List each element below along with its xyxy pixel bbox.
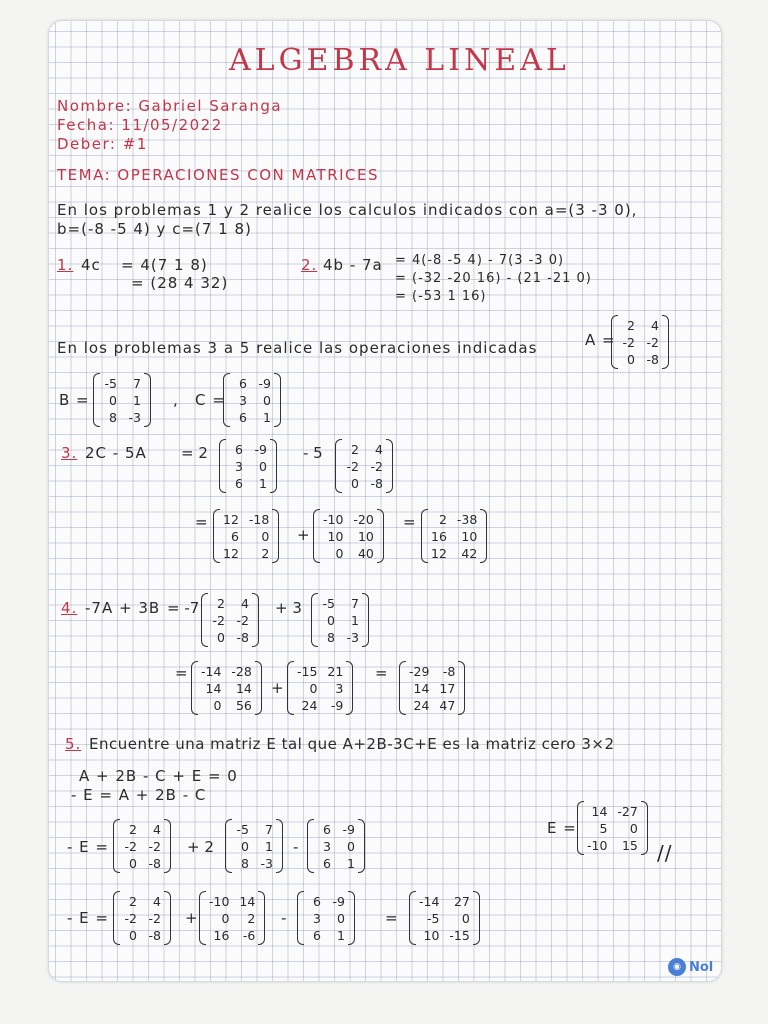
bracket-left	[399, 661, 406, 715]
homework-line: Deber: #1	[57, 135, 148, 153]
matrix-cell: 1	[265, 838, 273, 854]
matrix-cell: -6	[242, 927, 256, 943]
matrix-cell: -9	[332, 893, 345, 909]
problem-1-step-1: = 4(7 1 8)	[121, 256, 208, 274]
problem-5-matrix-c	[307, 819, 365, 873]
matrix-cell: 0	[129, 855, 137, 871]
problem-2-expr: 4b - 7a	[323, 256, 383, 274]
matrix-cell: -5	[322, 595, 335, 611]
problem-4-expr: -7A + 3B	[85, 599, 161, 617]
bracket-right	[458, 661, 465, 715]
problem-5-number: 5.	[65, 735, 82, 753]
matrix-cell: -2	[124, 910, 137, 926]
brand-logo	[668, 958, 713, 976]
problem-4-plus3: + 3	[275, 599, 302, 617]
problem-4-matrix-a	[201, 593, 259, 647]
matrix-cell: 0	[129, 927, 137, 943]
matrix-cell: -5	[426, 910, 440, 926]
notebook-page	[48, 20, 722, 982]
matrix-cell: 0	[335, 545, 344, 561]
matrix-cell: 16	[431, 528, 447, 544]
matrix-cell: 7	[133, 375, 141, 391]
bracket-left	[113, 891, 120, 945]
problem-4-result-2	[287, 661, 353, 715]
matrix-cell: -14	[419, 893, 440, 909]
matrix-cell: 6	[313, 893, 321, 909]
matrix-cell: 24	[413, 697, 430, 713]
matrix-cell: 2	[129, 821, 137, 837]
problem-5-eq-1: A + 2B - C + E = 0	[79, 767, 238, 785]
matrix-cell: 4	[241, 595, 249, 611]
problem-5-eq-2: - E = A + 2B - C	[71, 786, 207, 804]
matrix-cell: 0	[261, 528, 270, 544]
matrix-cell: 5	[599, 820, 608, 836]
logo-icon: ◉	[668, 958, 686, 976]
matrix-cell: 12	[431, 545, 447, 561]
matrix-cell: -2	[236, 612, 249, 628]
bracket-left	[611, 315, 618, 369]
matrix-cell: 10	[461, 528, 478, 544]
date-line: Fecha: 11/05/2022	[57, 116, 223, 134]
matrix-cell: 4	[153, 821, 161, 837]
matrix-a-label: A =	[585, 331, 616, 349]
matrix-cell: -9	[258, 375, 271, 391]
matrix-cell: 2	[129, 893, 137, 909]
matrix-cell: 0	[461, 910, 470, 926]
bracket-left	[191, 661, 198, 715]
bracket-right	[348, 891, 355, 945]
intro2-line: En los problemas 3 a 5 realice las operaciones indicadas	[57, 339, 538, 357]
matrix-cell: 3	[323, 838, 331, 854]
matrix-cell: 10	[357, 528, 374, 544]
matrix-cell: -3	[128, 409, 141, 425]
problem-5-minus: -	[293, 838, 299, 856]
bracket-left	[313, 509, 320, 563]
bracket-right	[480, 509, 487, 563]
problem-4-final	[399, 661, 465, 715]
bracket-right	[255, 661, 262, 715]
matrix-cell: 27	[453, 893, 470, 909]
matrix-cell: 40	[357, 545, 374, 561]
bracket-left	[219, 439, 226, 493]
matrix-b-label: B =	[59, 391, 90, 409]
matrix-cell: -9	[330, 697, 344, 713]
matrix-cell: -20	[353, 511, 374, 527]
problem-2-step-1: = 4(-8 -5 4) - 7(3 -3 0)	[395, 253, 565, 268]
problem-4-number: 4.	[61, 599, 78, 617]
problem-3-result-1	[213, 509, 279, 563]
matrix-cell: -14	[201, 663, 222, 679]
bracket-right	[362, 593, 369, 647]
matrix-cell: 2	[247, 910, 256, 926]
matrix-cell: 8	[241, 855, 249, 871]
matrix-cell: 2	[627, 317, 635, 333]
problem-5-plus: +	[185, 909, 198, 927]
matrix-cell: -2	[346, 458, 359, 474]
bracket-left	[199, 891, 206, 945]
bracket-right	[473, 891, 480, 945]
matrix-cell: -8	[148, 855, 161, 871]
matrix-cell: 1	[133, 392, 141, 408]
bracket-left	[421, 509, 428, 563]
matrix-e	[577, 801, 648, 855]
problem-3-plus: +	[297, 526, 310, 544]
matrix-cell: -18	[248, 511, 270, 527]
comma: ,	[173, 391, 179, 409]
matrix-cell: -27	[617, 803, 638, 819]
matrix-cell: 14	[591, 803, 608, 819]
matrix-cell: 0	[309, 680, 318, 696]
matrix-cell: 17	[439, 680, 456, 696]
bracket-left	[307, 819, 314, 873]
matrix-cell: -2	[370, 458, 383, 474]
matrix-a	[611, 315, 669, 369]
matrix-cell: 6	[239, 409, 247, 425]
page-title: ALGEBRA LINEAL	[229, 43, 570, 78]
bracket-right	[386, 439, 393, 493]
matrix-cell: 1	[351, 612, 359, 628]
matrix-cell: 0	[259, 458, 267, 474]
matrix-cell: 47	[439, 697, 456, 713]
matrix-cell: 3	[235, 458, 243, 474]
matrix-cell: -3	[346, 629, 359, 645]
matrix-cell: 0	[629, 820, 638, 836]
matrix-cell: 0	[347, 838, 355, 854]
matrix-cell: 7	[351, 595, 359, 611]
matrix-cell: 6	[235, 441, 243, 457]
problem-5-matrix-a-2	[113, 891, 171, 945]
matrix-cell: 0	[213, 697, 222, 713]
bracket-left	[201, 593, 208, 647]
problem-4-eq-3: =	[375, 664, 388, 682]
matrix-cell: -2	[622, 334, 635, 350]
problem-5-matrix-b	[225, 819, 283, 873]
matrix-b	[93, 373, 151, 427]
matrix-cell: 6	[239, 375, 247, 391]
matrix-cell: 0	[221, 910, 230, 926]
bracket-right	[662, 315, 669, 369]
matrix-cell: -8	[148, 927, 161, 943]
matrix-cell: 0	[263, 392, 271, 408]
bracket-right	[272, 509, 279, 563]
matrix-cell: 42	[461, 545, 478, 561]
matrix-cell: 6	[230, 528, 239, 544]
bracket-right	[274, 373, 281, 427]
matrix-cell: 0	[337, 910, 345, 926]
matrix-cell: -10	[209, 893, 230, 909]
matrix-cell: 2	[217, 595, 225, 611]
matrix-cell: 21	[327, 663, 344, 679]
bracket-left	[409, 891, 416, 945]
bracket-right	[641, 801, 648, 855]
matrix-cell: 8	[109, 409, 117, 425]
problem-3-minus5: - 5	[303, 444, 323, 462]
matrix-cell: 6	[323, 821, 331, 837]
bracket-right	[258, 891, 265, 945]
matrix-cell: 0	[327, 612, 335, 628]
problem-5-matrix-c-2	[297, 891, 355, 945]
matrix-cell: 4	[153, 893, 161, 909]
matrix-cell: 1	[259, 475, 267, 491]
bracket-left	[297, 891, 304, 945]
matrix-cell: 12	[223, 545, 239, 561]
problem-5-plus2: + 2	[187, 838, 214, 856]
matrix-cell: 3	[335, 680, 344, 696]
matrix-cell: 14	[205, 680, 222, 696]
matrix-cell: -5	[236, 821, 249, 837]
matrix-cell: 0	[217, 629, 225, 645]
matrix-cell: 0	[351, 475, 359, 491]
matrix-cell: -38	[456, 511, 478, 527]
bracket-right	[346, 661, 353, 715]
problem-5-minus-2: -	[281, 909, 287, 927]
bracket-right	[164, 819, 171, 873]
matrix-cell: -8	[370, 475, 383, 491]
name-line: Nombre: Gabriel Saranga	[57, 97, 283, 115]
matrix-cell: 14	[235, 680, 252, 696]
matrix-cell: -3	[260, 855, 273, 871]
problem-1-number: 1.	[57, 256, 74, 274]
matrix-cell: -2	[646, 334, 659, 350]
bracket-right	[144, 373, 151, 427]
matrix-cell: -10	[323, 511, 344, 527]
matrix-cell: 1	[263, 409, 271, 425]
bracket-left	[335, 439, 342, 493]
problem-2-step-3: = (-53 1 16)	[395, 289, 487, 304]
matrix-cell: -2	[124, 838, 137, 854]
bracket-left	[113, 819, 120, 873]
problem-3-eq-2: =	[195, 513, 208, 531]
problem-5-text: Encuentre una matriz E tal que A+2B-3C+E es la matriz cero 3×2	[89, 735, 615, 753]
matrix-cell: 4	[375, 441, 383, 457]
bracket-left	[93, 373, 100, 427]
matrix-c-label: C =	[195, 391, 226, 409]
matrix-cell: -15	[297, 663, 318, 679]
matrix-cell: 1	[347, 855, 355, 871]
bracket-right	[164, 891, 171, 945]
bracket-right	[252, 593, 259, 647]
matrix-cell: 8	[327, 629, 335, 645]
problem-3-eq-3: =	[403, 513, 416, 531]
bracket-right	[276, 819, 283, 873]
matrix-c	[223, 373, 281, 427]
problem-5-matrix-a	[113, 819, 171, 873]
matrix-cell: 10	[423, 927, 440, 943]
bracket-left	[311, 593, 318, 647]
matrix-cell: -2	[148, 910, 161, 926]
matrix-cell: -10	[587, 837, 608, 853]
matrix-cell: 0	[627, 351, 635, 367]
matrix-cell: 6	[323, 855, 331, 871]
bracket-right	[358, 819, 365, 873]
matrix-cell: 1	[337, 927, 345, 943]
topic-line: TEMA: OPERACIONES CON MATRICES	[57, 166, 380, 184]
bracket-left	[225, 819, 232, 873]
matrix-cell: 14	[239, 893, 256, 909]
matrix-cell: 15	[621, 837, 638, 853]
bracket-left	[223, 373, 230, 427]
bracket-left	[287, 661, 294, 715]
problem-4-matrix-b	[311, 593, 369, 647]
bracket-right	[270, 439, 277, 493]
problem-4-eq-2: =	[175, 664, 188, 682]
problem-5-eq-3: =	[385, 909, 398, 927]
problem-4-result-1	[191, 661, 262, 715]
problem-2-step-2: = (-32 -20 16) - (21 -21 0)	[395, 271, 592, 286]
matrix-cell: 6	[235, 475, 243, 491]
problem-3-matrix-a	[335, 439, 393, 493]
matrix-cell: -8	[236, 629, 249, 645]
bracket-right	[377, 509, 384, 563]
problem-1-step-2: = (28 4 32)	[131, 274, 229, 292]
matrix-cell: 2	[438, 511, 447, 527]
matrix-cell: 56	[235, 697, 252, 713]
problem-3-eq: = 2	[181, 444, 208, 462]
problem-5-lhs: - E =	[67, 838, 109, 856]
logo-text: Nol	[689, 959, 714, 975]
matrix-cell: -2	[212, 612, 225, 628]
problem-3-number: 3.	[61, 444, 78, 462]
problem-4-plus: +	[271, 679, 284, 697]
bracket-left	[213, 509, 220, 563]
e-label: E =	[547, 819, 577, 837]
problem-3-matrix-c	[219, 439, 277, 493]
matrix-cell: -28	[231, 663, 252, 679]
problem-3-final	[421, 509, 487, 563]
intro-line-1: En los problemas 1 y 2 realice los calculos indicados con a=(3 -3 0),	[57, 201, 638, 219]
matrix-cell: 3	[313, 910, 321, 926]
matrix-cell: 3	[239, 392, 247, 408]
matrix-cell: 12	[223, 511, 239, 527]
end-mark: //	[657, 841, 673, 865]
matrix-cell: 4	[651, 317, 659, 333]
matrix-cell: 0	[241, 838, 249, 854]
matrix-cell: 16	[213, 927, 230, 943]
problem-5-lhs-2: - E =	[67, 909, 109, 927]
matrix-cell: 2	[261, 545, 270, 561]
matrix-cell: -9	[342, 821, 355, 837]
matrix-cell: 10	[327, 528, 344, 544]
matrix-cell: 14	[413, 680, 430, 696]
problem-3-expr: 2C - 5A	[85, 444, 147, 462]
matrix-cell: -8	[442, 663, 456, 679]
matrix-cell: -8	[646, 351, 659, 367]
matrix-cell: -9	[254, 441, 267, 457]
matrix-cell: 2	[351, 441, 359, 457]
matrix-cell: 0	[109, 392, 117, 408]
matrix-cell: 24	[301, 697, 318, 713]
matrix-cell: 6	[313, 927, 321, 943]
matrix-cell: -5	[104, 375, 117, 391]
problem-3-result-2	[313, 509, 384, 563]
problem-4-eq: = -7	[167, 599, 200, 617]
matrix-cell: -2	[148, 838, 161, 854]
problem-5-final	[409, 891, 480, 945]
problem-2-number: 2.	[301, 256, 318, 274]
problem-5-step-1	[199, 891, 265, 945]
intro-line-2: b=(-8 -5 4) y c=(7 1 8)	[57, 220, 252, 238]
bracket-left	[577, 801, 584, 855]
problem-1-expr: 4c	[81, 256, 101, 274]
matrix-cell: 7	[265, 821, 273, 837]
matrix-cell: -15	[449, 927, 470, 943]
matrix-cell: -29	[409, 663, 430, 679]
